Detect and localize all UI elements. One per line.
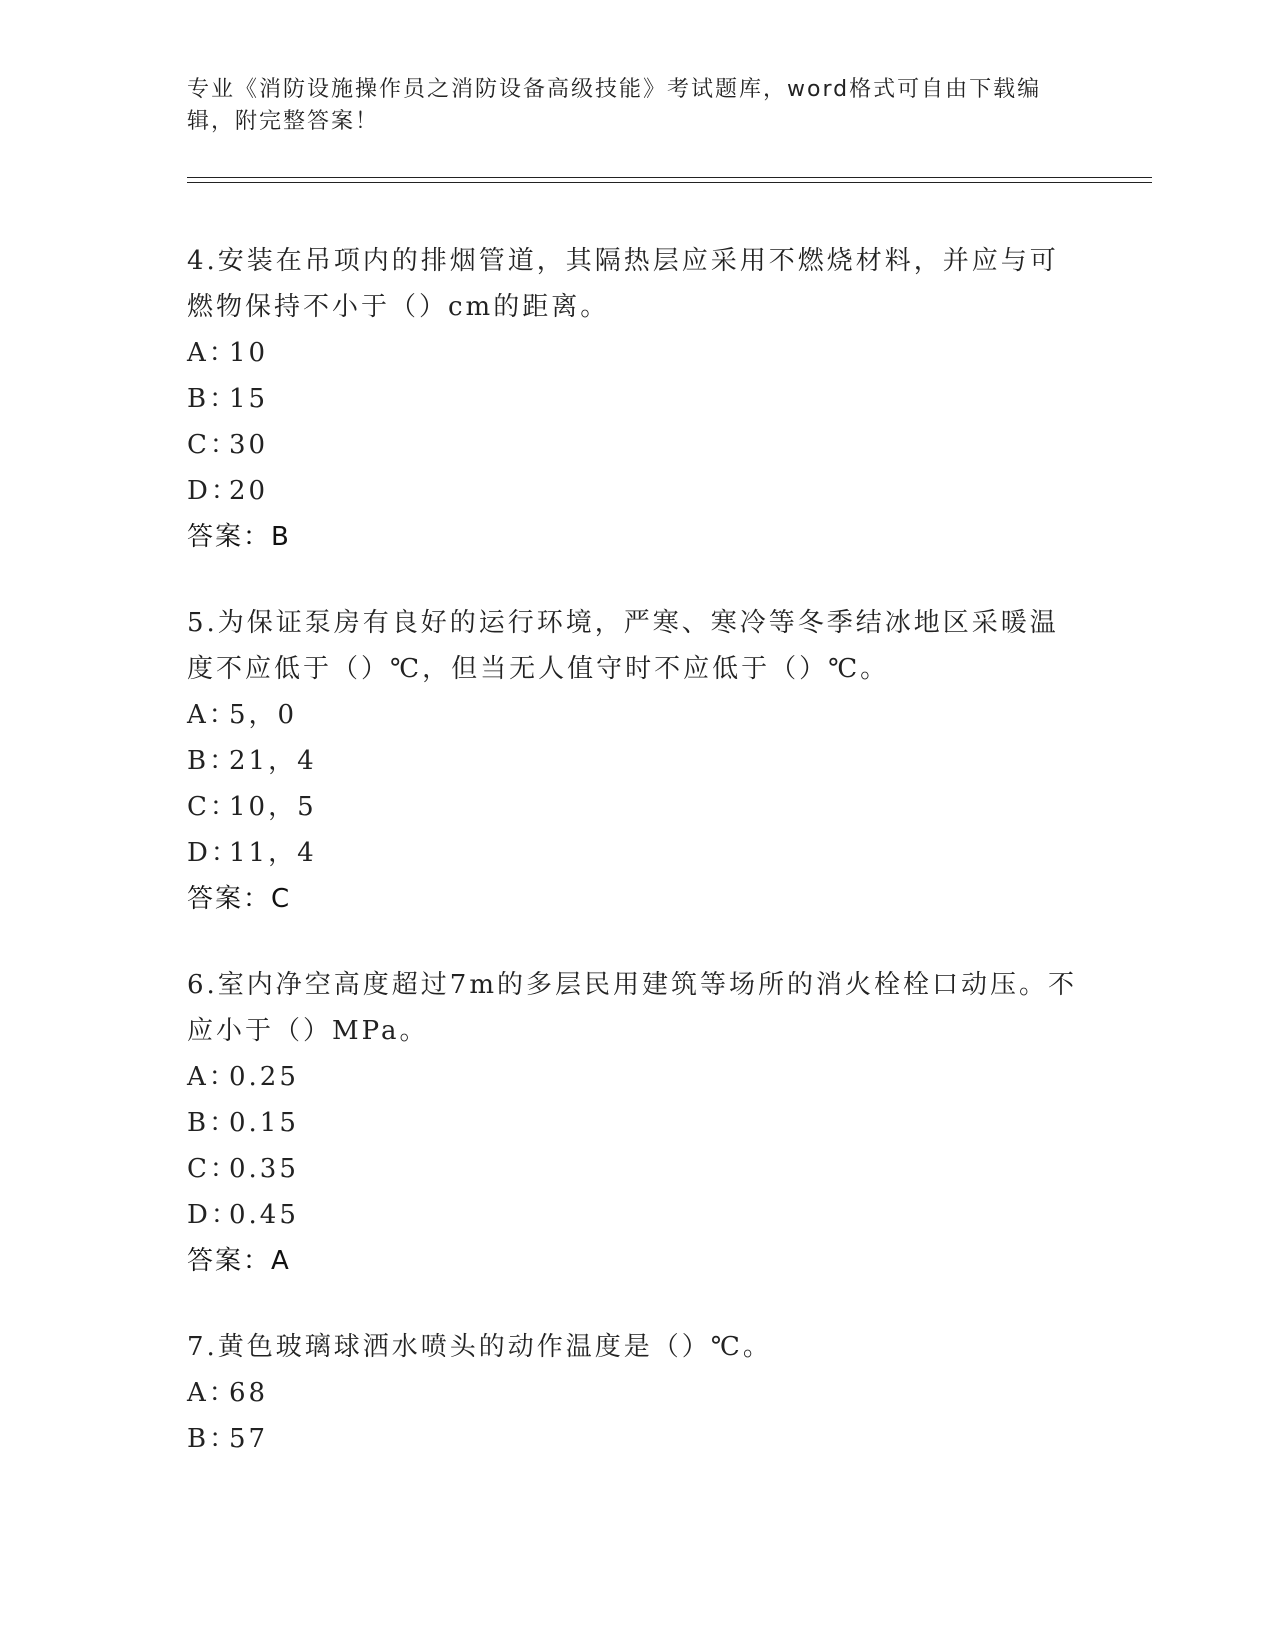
header-divider-bottom [187, 182, 1152, 183]
question-6 [187, 962, 1087, 1284]
option-a [187, 1370, 1087, 1416]
question-list [187, 238, 1087, 1502]
option-letter: D： [187, 838, 240, 868]
option-letter: B： [187, 1108, 239, 1138]
answer-line: 答案：B [187, 522, 291, 552]
option-a [187, 1054, 1087, 1100]
option-value: 0.25 [229, 1062, 299, 1092]
option-value: 5，0 [229, 700, 298, 730]
option-value: 15 [229, 384, 269, 414]
option-c [187, 422, 1087, 468]
option-letter: C： [187, 1154, 239, 1184]
option-letter: A： [187, 1378, 238, 1408]
option-value: 11，4 [229, 838, 317, 868]
option-b [187, 1416, 1087, 1462]
option-value: 10，5 [229, 792, 317, 822]
question-text: 5.为保证泵房有良好的运行环境，严寒、寒冷等冬季结冰地区采暖温度不应低于（）℃，但当无人值守时不应低于（）℃。 [187, 608, 1059, 684]
option-d [187, 468, 1087, 514]
question-7 [187, 1324, 1087, 1462]
question-text: 4.安装在吊项内的排烟管道，其隔热层应采用不燃烧材料，并应与可燃物保持不小于（）cm的距离。 [187, 246, 1059, 322]
option-value: 10 [229, 338, 269, 368]
question-text: 7.黄色玻璃球洒水喷头的动作温度是（）℃。 [187, 1332, 772, 1362]
question-text: 6.室内净空高度超过7m的多层民用建筑等场所的消火栓栓口动压。不应小于（）MPa。 [187, 970, 1078, 1046]
option-letter: D： [187, 476, 240, 506]
option-value: 0.35 [229, 1154, 299, 1184]
option-letter: B： [187, 384, 239, 414]
question-4 [187, 238, 1087, 560]
option-value: 68 [229, 1378, 269, 1408]
option-value: 57 [229, 1424, 269, 1454]
option-letter: B： [187, 746, 239, 776]
option-a [187, 330, 1087, 376]
option-letter: B： [187, 1424, 239, 1454]
option-letter: D： [187, 1200, 240, 1230]
option-letter: C： [187, 792, 239, 822]
option-c [187, 784, 1087, 830]
answer-line: 答案：A [187, 1246, 291, 1276]
question-5 [187, 600, 1087, 922]
header-divider-top [187, 177, 1152, 178]
answer-line: 答案：C [187, 884, 292, 914]
option-letter: A： [187, 338, 238, 368]
option-letter: C： [187, 430, 239, 460]
option-value: 20 [229, 476, 269, 506]
option-value: 21，4 [229, 746, 317, 776]
option-letter: A： [187, 700, 238, 730]
option-letter: A： [187, 1062, 238, 1092]
option-b [187, 738, 1087, 784]
option-b [187, 376, 1087, 422]
option-a [187, 692, 1087, 738]
option-d [187, 1192, 1087, 1238]
option-value: 0.45 [229, 1200, 299, 1230]
option-d [187, 830, 1087, 876]
option-value: 30 [229, 430, 269, 460]
document-intro: 专业《消防设施操作员之消防设备高级技能》考试题库，word格式可自由下载编辑，附完整答案！ [187, 77, 1042, 134]
option-c [187, 1146, 1087, 1192]
option-b [187, 1100, 1087, 1146]
option-value: 0.15 [229, 1108, 299, 1138]
